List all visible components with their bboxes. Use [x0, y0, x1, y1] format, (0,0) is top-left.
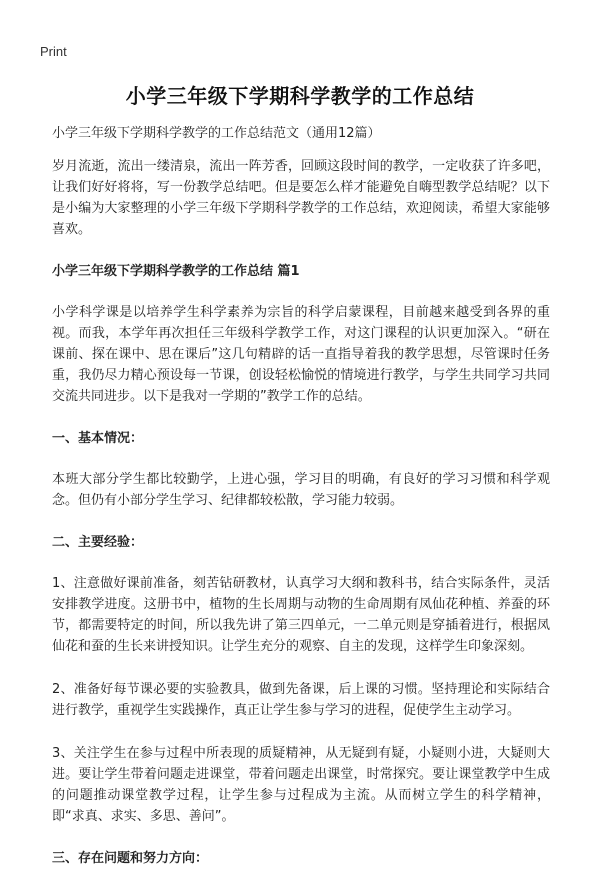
- experience-item-2: 2、准备好每节课必要的实验教具，做到先备课，后上课的习惯。坚持理论和实际结合进行教学，重视学生实践操作，真正让学生参与学习的进程，促使学生主动学习。: [52, 682, 550, 718]
- print-link[interactable]: Print: [40, 44, 67, 59]
- experience-item-1: 1、注意做好课前准备，刻苦钻研教材，认真学习大纲和教科书，结合实际条件，灵活安排教学进度。这册书中，植物的生长周期与动物的生命周期有凤仙花种植、养蚕的环节，都需要特定的时间，所以我先讲了第三四单元，一二单元则是穿插着进行，根据凤仙花和蚕的生长来讲授知识。让学生充分的观察、自主的发现，这样学生印象深刻。: [52, 576, 550, 654]
- section-heading: 小学三年级下学期科学教学的工作总结 篇1: [52, 264, 300, 279]
- heading-problems-direction: 三、存在问题和努力方向：: [52, 851, 209, 866]
- basic-situation-paragraph: 本班大部分学生都比较勤学，上进心强，学习目的明确，有良好的学习习惯和科学观念。但仍有小部分学生学习、纪律都较松散，学习能力较弱。: [52, 472, 550, 508]
- document-subtitle: 小学三年级下学期科学教学的工作总结范文（通用12篇）: [52, 126, 381, 141]
- page-title: 小学三年级下学期科学教学的工作总结: [125, 84, 475, 108]
- document-body: [52, 124, 550, 889]
- experience-item-3: 3、关注学生在参与过程中所表现的质疑精神，从无疑到有疑，小疑则小进，大疑则大进。要让学生带着问题走进课堂，带着问题走出课堂，时常探究。要让课堂教学中生成的问题推动课堂教学过程，让学生参与过程成为主流。从而树立学生的科学精神，即“求真、求实、多思、善问”。: [52, 746, 550, 824]
- heading-main-experience: 二、主要经验：: [52, 535, 144, 550]
- intro-paragraph: 岁月流逝，流出一缕清泉，流出一阵芳香，回顾这段时间的教学，一定收获了许多吧，让我们好好将将，写一份教学总结吧。但是要怎么样才能避免自嗨型教学总结呢？以下是小编为大家整理的小学三年级下学期科学教学的工作总结，欢迎阅读，希望大家能够喜欢。: [52, 159, 550, 237]
- section-intro-paragraph: 小学科学课是以培养学生科学素养为宗旨的科学启蒙课程，目前越来越受到各界的重视。而我，本学年再次担任三年级科学教学工作，对这门课程的认识更加深入。“研在课前、探在课中、思在课后”这几句精辟的话一直指导着我的教学思想，尽管课时任务重，我仍尽力精心预设每一节课，创设轻松愉悦的情境进行教学，与学生共同学习共同交流共同进步。以下是我对一学期的”教学工作的总结。: [52, 305, 550, 404]
- heading-basic-situation: 一、基本情况：: [52, 431, 144, 446]
